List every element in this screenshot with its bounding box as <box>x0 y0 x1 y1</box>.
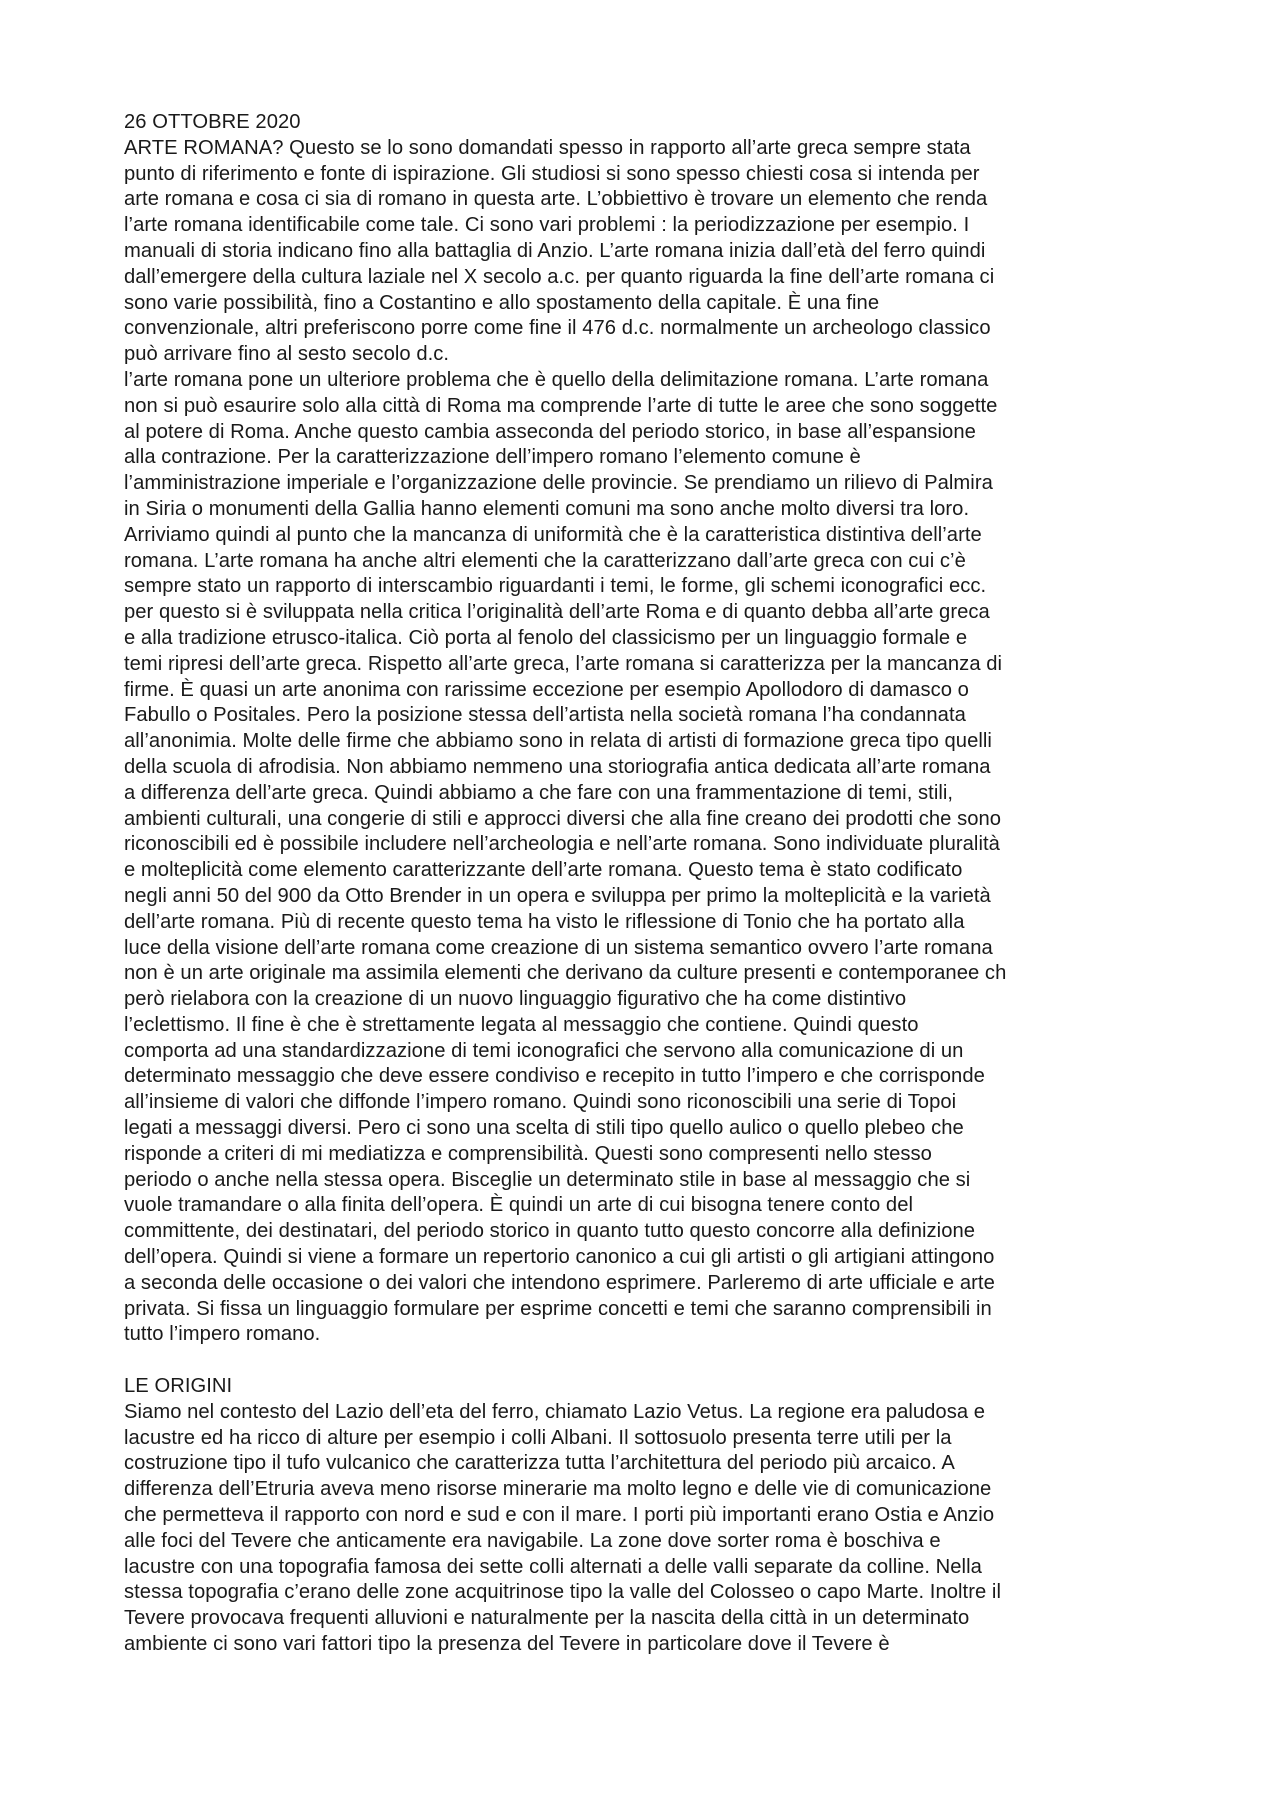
text-line: costruzione tipo il tufo vulcanico che caratterizza tutta l’architettura del periodo più arcaico. A <box>124 1452 955 1475</box>
text-line: temi ripresi dell’arte greca. Rispetto all’arte greca, l’arte romana si caratterizza per la mancanza di <box>124 652 1003 675</box>
text-line: sempre stato un rapporto di interscambio riguardanti i temi, le forme, gli schemi iconografici ecc. <box>124 575 987 598</box>
text-line: per questo si è sviluppata nella critica l’originalità dell’arte Roma e di quanto debba all’arte greca <box>124 601 990 624</box>
text-line: manuali di storia indicano fino alla battaglia di Anzio. L’arte romana inizia dall’età del ferro quindi <box>124 239 986 262</box>
text-line: vuole tramandare o alla finita dell’opera. È quindi un arte di cui bisogna tenere conto del <box>124 1194 914 1217</box>
text-line: e molteplicità come elemento caratterizzante dell’arte romana. Questo tema è stato codificato <box>124 859 963 882</box>
section-arte-romana <box>124 136 1164 1348</box>
text-line: alla contrazione. Per la caratterizzazione dell’impero romano l’elemento comune è <box>124 446 861 469</box>
text-line: Tevere provocava frequenti alluvioni e naturalmente per la nascita della città in un determinato <box>124 1607 970 1630</box>
section-le-origini <box>124 1400 1164 1658</box>
text-line: Arriviamo quindi al punto che la mancanza di uniformità che è la caratteristica distintiva dell’arte <box>124 523 982 546</box>
paragraph-spacer <box>124 1348 1164 1374</box>
text-line: convenzionale, altri preferiscono porre come fine il 476 d.c. normalmente un archeologo classico <box>124 317 991 340</box>
text-line: l’arte romana identificabile come tale. Ci sono vari problemi : la periodizzazione per esempio. I <box>124 214 970 237</box>
document-page <box>124 110 1164 1658</box>
text-line: lacustre ed ha ricco di alture per esempio i colli Albani. Il sottosuolo presenta terre utili per la <box>124 1426 952 1449</box>
text-line: all’insieme di valori che diffonde l’impero romano. Quindi sono riconoscibili una serie di Topoi <box>124 1091 957 1114</box>
text-line: non è un arte originale ma assimila elementi che derivano da culture presenti e contemporanee ch <box>124 962 1007 985</box>
section-heading-le-origini: LE ORIGINI <box>124 1375 233 1398</box>
text-line: che permetteva il rapporto con nord e sud e con il mare. I porti più importanti erano Ostia e Anzio <box>124 1504 995 1527</box>
text-line: tutto l’impero romano. <box>124 1323 321 1346</box>
text-line: dall’emergere della cultura laziale nel X secolo a.c. per quanto riguarda la fine dell’arte romana ci <box>124 265 995 288</box>
text-line: differenza dell’Etruria aveva meno risorse minerarie ma molto legno e delle vie di comunicazione <box>124 1478 992 1501</box>
text-line: della scuola di afrodisia. Non abbiamo nemmeno una storiografia antica dedicata all’arte romana <box>124 755 991 778</box>
text-line: risponde a criteri di mi mediatizza e comprensibilità. Questi sono compresenti nello stesso <box>124 1142 932 1165</box>
text-line: lacustre con una topografia famosa dei sette colli alternati a delle valli separate da colline. Nella <box>124 1555 982 1578</box>
text-line: alle foci del Tevere che anticamente era navigabile. La zone dove sorter roma è boschiva e <box>124 1529 941 1552</box>
text-line: e alla tradizione etrusco-italica. Ciò porta al fenolo del classicismo per un linguaggio formale e <box>124 626 968 649</box>
text-line: a differenza dell’arte greca. Quindi abbiamo a che fare con una frammentazione di temi, stili, <box>124 781 954 804</box>
text-line: Siamo nel contesto del Lazio dell’eta del ferro, chiamato Lazio Vetus. La regione era paludosa e <box>124 1400 986 1423</box>
text-line: privata. Si fissa un linguaggio formulare per esprime concetti e temi che saranno comprensibili in <box>124 1297 992 1320</box>
text-line: firme. È quasi un arte anonima con rarissime eccezione per esempio Apollodoro di damasco o <box>124 678 969 701</box>
text-line: punto di riferimento e fonte di ispirazione. Gli studiosi si sono spesso chiesti cosa si intenda per <box>124 162 980 185</box>
text-line: romana. L’arte romana ha anche altri elementi che la caratterizzano dall’arte greca con cui c’è <box>124 549 966 572</box>
text-line: Fabullo o Positales. Pero la posizione stessa dell’artista nella società romana l’ha condannata <box>124 704 966 727</box>
text-line: dell’opera. Quindi si viene a formare un repertorio canonico a cui gli artisti o gli artigiani attingono <box>124 1246 995 1269</box>
text-line: comporta ad una standardizzazione di temi iconografici che servono alla comunicazione di un <box>124 1039 964 1062</box>
text-line: al potere di Roma. Anche questo cambia asseconda del periodo storico, in base all’espansione <box>124 420 976 443</box>
text-line: luce della visione dell’arte romana come creazione di un sistema semantico ovvero l’arte romana <box>124 936 993 959</box>
text-line: in Siria o monumenti della Gallia hanno elementi comuni ma sono anche molto diversi tra loro. <box>124 497 970 520</box>
text-line: l’arte romana pone un ulteriore problema che è quello della delimitazione romana. L’arte romana <box>124 368 989 391</box>
text-line: legati a messaggi diversi. Pero ci sono una scelta di stili tipo quello aulico o quello plebeo che <box>124 1117 964 1140</box>
text-line: non si può esaurire solo alla città di Roma ma comprende l’arte di tutte le aree che sono soggette <box>124 394 998 417</box>
text-line: determinato messaggio che deve essere condiviso e recepito in tutto l’impero e che corrisponde <box>124 1065 985 1088</box>
text-line: però rielabora con la creazione di un nuovo linguaggio figurativo che ha come distintivo <box>124 988 907 1011</box>
text-line: ambienti culturali, una congerie di stili e approcci diversi che alla fine creano dei prodotti che sono <box>124 807 1002 830</box>
text-line: negli anni 50 del 900 da Otto Brender in un opera e sviluppa per primo la molteplicità e la varietà <box>124 884 991 907</box>
text-line: ARTE ROMANA? Questo se lo sono domandati spesso in rapporto all’arte greca sempre stata <box>124 136 971 159</box>
text-line: sono varie possibilità, fino a Costantino e allo spostamento della capitale. È una fine <box>124 291 880 314</box>
document-date: 26 OTTOBRE 2020 <box>124 111 301 133</box>
text-line: stessa topografia c’erano delle zone acquitrinose tipo la valle del Colosseo o capo Marte. Inoltre il <box>124 1581 1001 1604</box>
text-line: può arrivare fino al sesto secolo d.c. <box>124 343 450 366</box>
text-line: a seconda delle occasione o dei valori che intendono esprimere. Parleremo di arte ufficiale e arte <box>124 1271 995 1294</box>
text-line: all’anonimia. Molte delle firme che abbiamo sono in relata di artisti di formazione greca tipo quelli <box>124 730 992 753</box>
text-line: riconoscibili ed è possibile includere nell’archeologia e nell’arte romana. Sono individuate pluralità <box>124 833 1000 856</box>
text-line: committente, dei destinatari, del periodo storico in quanto tutto questo concorre alla definizione <box>124 1220 976 1243</box>
text-line: ambiente ci sono vari fattori tipo la presenza del Tevere in particolare dove il Tevere è <box>124 1633 890 1656</box>
text-line: periodo o anche nella stessa opera. Bisceglie un determinato stile in base al messaggio che si <box>124 1168 971 1191</box>
text-line: l’eclettismo. Il fine è che è strettamente legata al messaggio che contiene. Quindi questo <box>124 1013 919 1036</box>
text-line: arte romana e cosa ci sia di romano in questa arte. L’obbiettivo è trovare un elemento che renda <box>124 188 988 211</box>
text-line: l’amministrazione imperiale e l’organizzazione delle provincie. Se prendiamo un rilievo di Palmira <box>124 472 993 495</box>
text-line: dell’arte romana. Più di recente questo tema ha visto le riflessione di Tonio che ha portato alla <box>124 910 965 933</box>
